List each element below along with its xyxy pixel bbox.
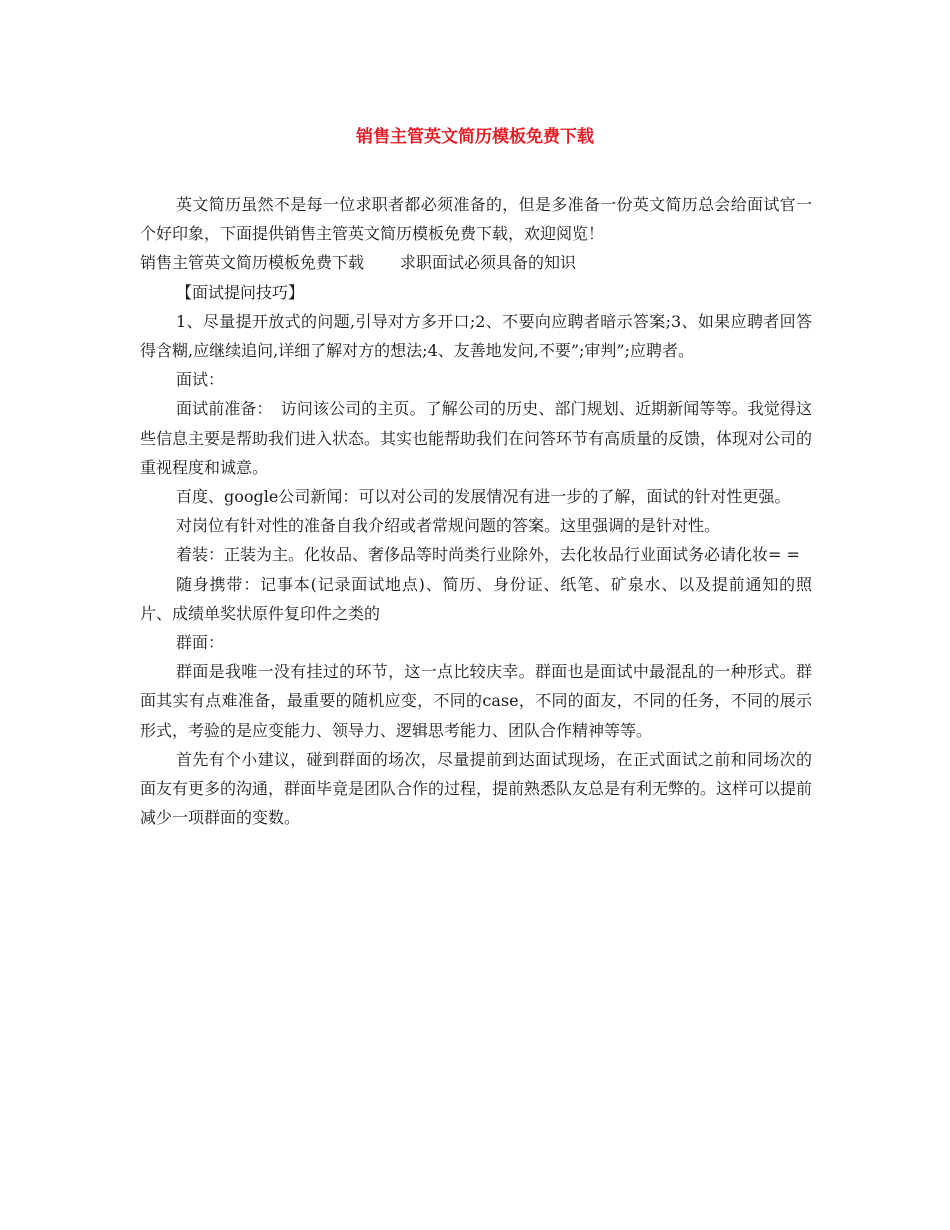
heading-interview-tips: 【面试提问技巧】 [176,282,305,302]
heading-group-interview: 群面： [176,633,225,653]
paragraph-intro: 英文简历虽然不是每一位求职者都必须准备的，但是多准备一份英文简历总会给面试官一个好印象，下面提供销售主管英文简历模板免费下载，欢迎阅览！ [140,195,812,244]
document-body [140,190,812,832]
paragraph-links [140,248,812,277]
paragraph-group-interview: 群面是我唯一没有挂过的环节，这一点比较庆幸。群面也是面试中最混乱的一种形式。群面其实有点难准备，最重要的随机应变，不同的case，不同的面友，不同的任务，不同的展示形式，考验的是应变能力、领导力、逻辑思考能力、团队合作精神等等。 [140,662,812,740]
paragraph-company-news: 百度、google公司新闻：可以对公司的发展情况有进一步的了解，面试的针对性更强。 [176,487,791,507]
paragraph-suggestion: 首先有个小建议，碰到群面的场次，尽量提前到达面试现场，在正式面试之前和同场次的面友有更多的沟通，群面毕竟是团队合作的过程，提前熟悉队友总是有利无弊的。这样可以提前减少一项群面的变数。 [140,749,813,828]
document-title: 销售主管英文简历模板免费下载 [356,127,594,147]
link-interview-knowledge: 求职面试必须具备的知识 [400,253,577,273]
paragraph-preparation: 面试前准备： 访问该公司的主页。了解公司的历史、部门规划、近期新闻等等。我觉得这些信息主要是帮助我们进入状态。其实也能帮助我们在问答环节有高质量的反馈，体现对公司的重视程度和诚意。 [140,399,813,477]
heading-interview: 面试： [176,370,225,390]
paragraph-tips: 1、尽量提开放式的问题,引导对方多开口;2、不要向应聘者暗示答案;3、如果应聘者回答得含糊,应继续追问,详细了解对方的想法;4、友善地发问,不要”;审判”;应聘者。 [140,311,812,361]
link-resume-template: 销售主管英文简历模板免费下载 [140,253,365,273]
paragraph-carry: 随身携带：记事本(记录面试地点)、简历、身份证、纸笔、矿泉水、以及提前通知的照片、成绩单奖状原件复印件之类的 [140,574,812,623]
paragraph-dress: 着装：正装为主。化妆品、奢侈品等时尚类行业除外，去化妆品行业面试务必请化妆= = [176,545,800,565]
paragraph-self-intro: 对岗位有针对性的准备自我介绍或者常规问题的答案。这里强调的是针对性。 [176,516,721,536]
